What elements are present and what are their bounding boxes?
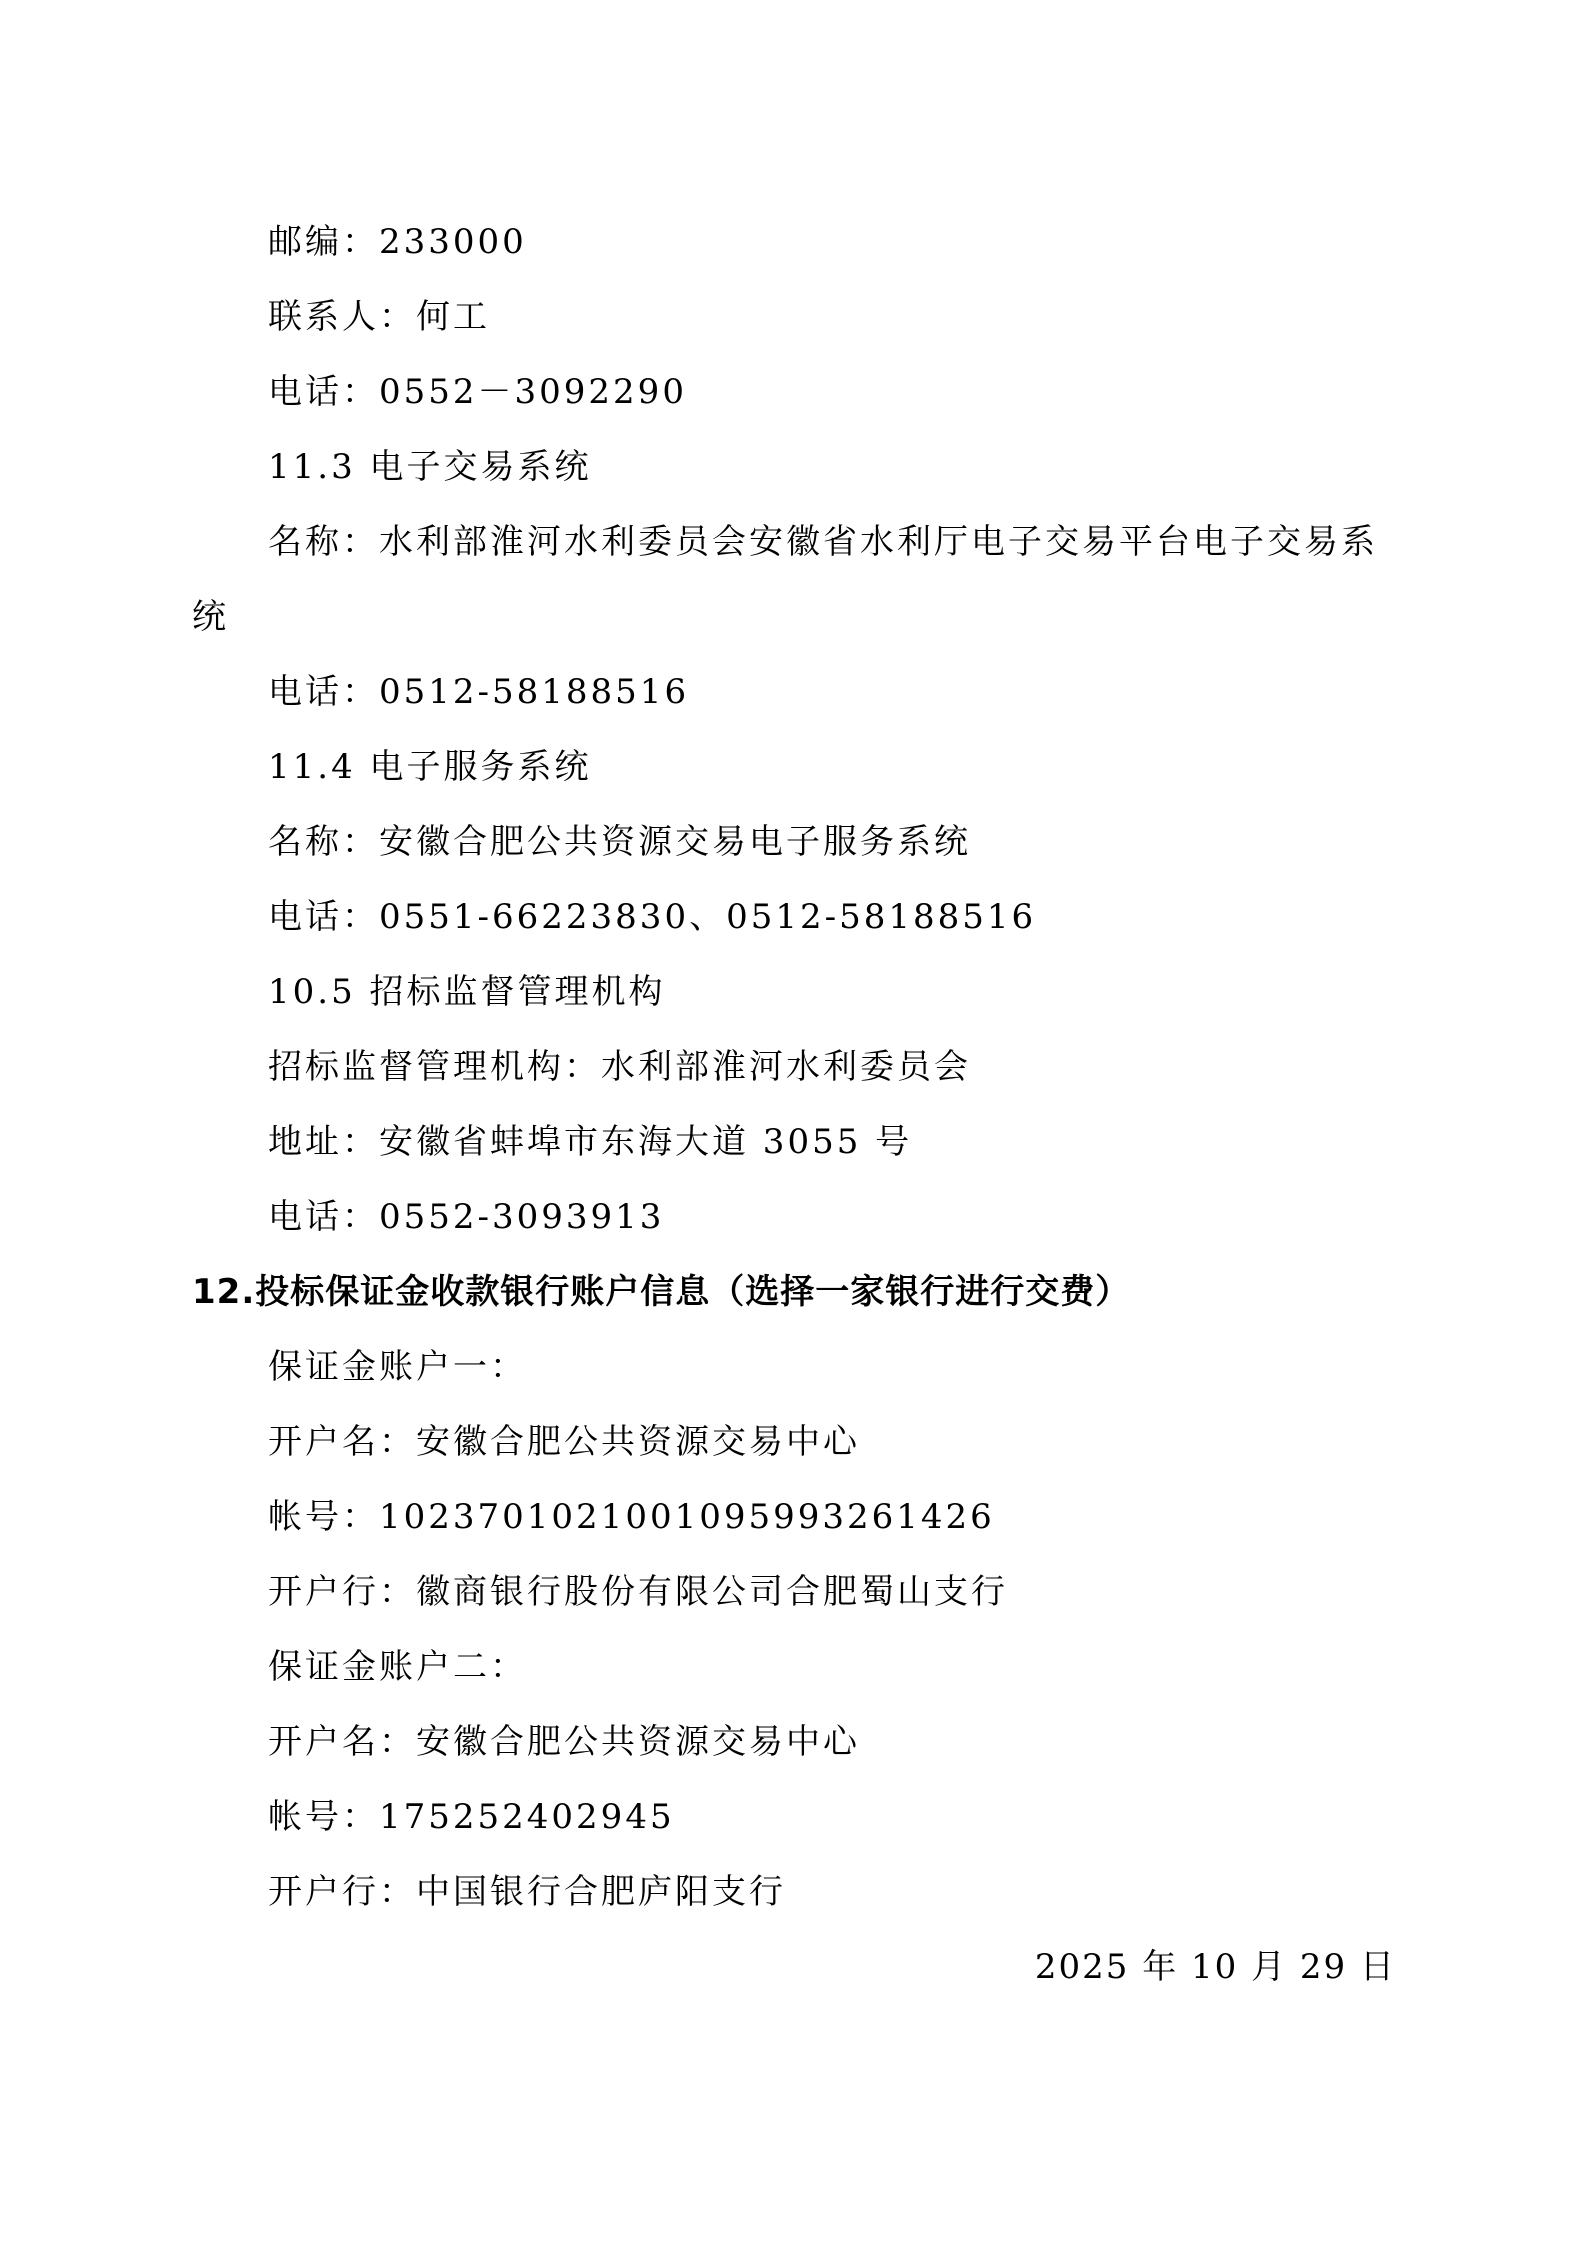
- contact-person-line: 联系人：何工: [268, 297, 490, 337]
- deposit-account-two-label: 保证金账户二：: [268, 1647, 527, 1687]
- service-system-phone-line: 电话：0551-66223830、0512-58188516: [268, 897, 1037, 937]
- trading-system-phone-line: 电话：0512-58188516: [268, 672, 690, 712]
- document-date: 2025 年 10 月 29 日: [1034, 1947, 1396, 1987]
- postcode-line: 邮编：233000: [268, 222, 527, 262]
- supervision-agency-line: 招标监督管理机构：水利部淮河水利委员会: [268, 1047, 971, 1087]
- supervision-address-line: 地址：安徽省蚌埠市东海大道 3055 号: [268, 1122, 913, 1162]
- deposit-account-one-label: 保证金账户一：: [268, 1347, 527, 1387]
- trading-system-name-continuation: 统: [192, 597, 229, 637]
- section-heading-11-3: 11.3 电子交易系统: [268, 447, 592, 487]
- account-one-bank-line: 开户行：徽商银行股份有限公司合肥蜀山支行: [268, 1572, 1008, 1612]
- section-heading-11-4: 11.4 电子服务系统: [268, 747, 592, 787]
- section-heading-12: 12.投标保证金收款银行账户信息（选择一家银行进行交费）: [192, 1272, 1131, 1312]
- service-system-name-line: 名称：安徽合肥公共资源交易电子服务系统: [268, 822, 971, 862]
- account-two-number-line: 帐号：175252402945: [268, 1797, 675, 1837]
- account-one-holder-line: 开户名：安徽合肥公共资源交易中心: [268, 1422, 860, 1462]
- account-one-number-line: 帐号：102370102100109599326​1426: [268, 1497, 995, 1537]
- phone-line: 电话：0552－3092290: [268, 372, 687, 412]
- account-two-holder-line: 开户名：安徽合肥公共资源交易中心: [268, 1722, 860, 1762]
- trading-system-name-line: 名称：水利部淮河水利委员会安徽省水利厅电子交易平台电子交易系: [268, 522, 1378, 562]
- account-two-bank-line: 开户行：中国银行合肥庐阳支行: [268, 1872, 786, 1912]
- supervision-phone-line: 电话：0552-3093913: [268, 1197, 665, 1237]
- section-heading-10-5: 10.5 招标监督管理机构: [268, 972, 666, 1012]
